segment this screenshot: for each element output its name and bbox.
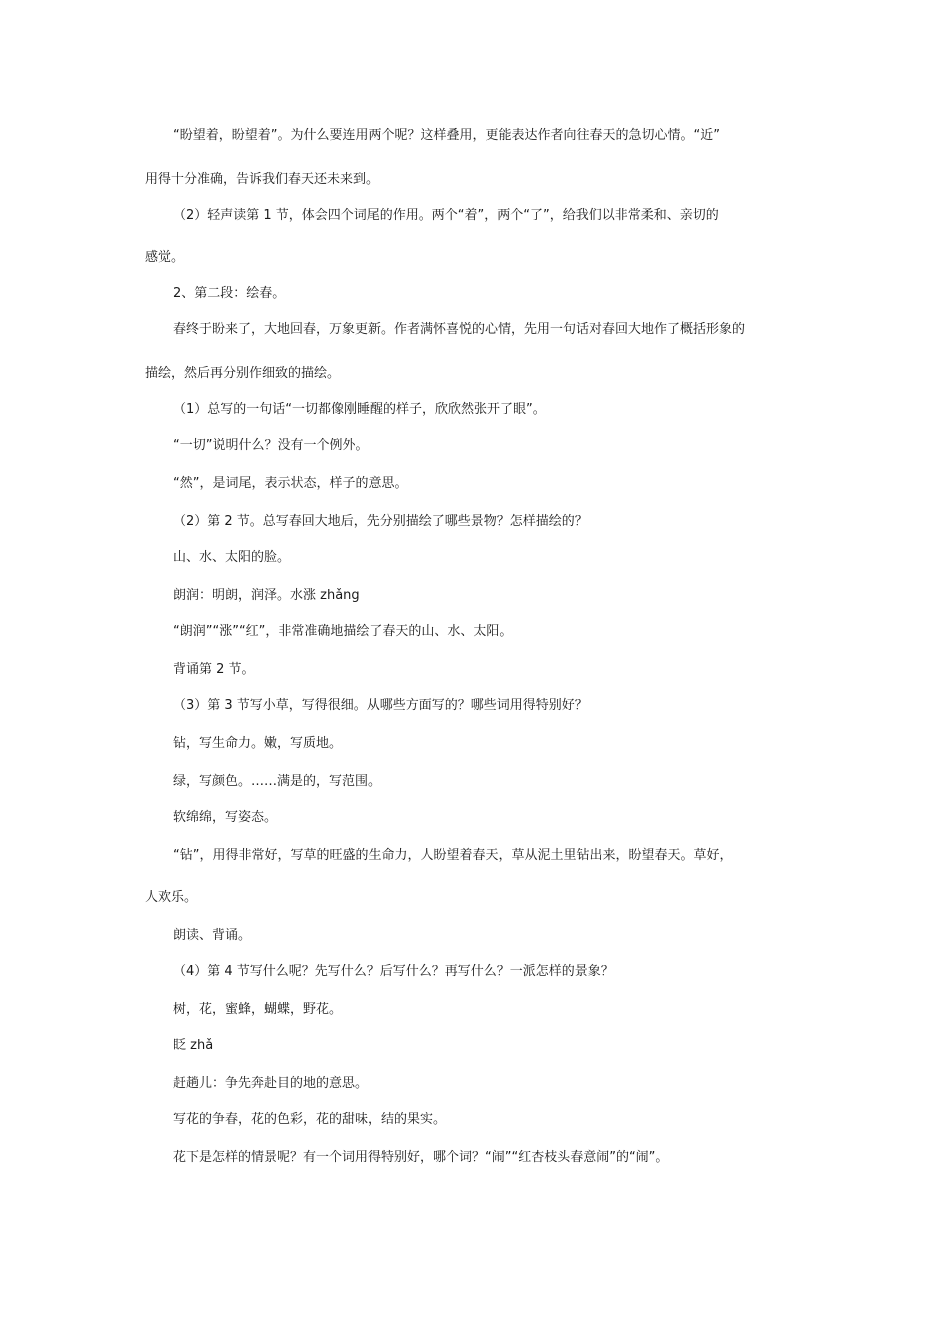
text-line: “钻”，用得非常好，写草的旺盛的生命力，人盼望着春天，草从泥土里钻出来，盼望春天。草好， <box>173 848 733 863</box>
text-line: 感觉。 <box>145 250 185 265</box>
text-line: （3）第 3 节写小草，写得很细。从哪些方面写的？哪些词用得特别好？ <box>173 698 588 713</box>
text-line: 用得十分准确，告诉我们春天还未来到。 <box>145 172 380 187</box>
text-line: “一切”说明什么？没有一个例外。 <box>173 438 369 453</box>
text-line: 写花的争春，花的色彩，花的甜味，结的果实。 <box>173 1112 447 1127</box>
text-line: （2）第 2 节。总写春回大地后，先分别描绘了哪些景物？怎样描绘的？ <box>173 514 588 529</box>
text-line: 花下是怎样的情景呢？有一个词用得特别好，哪个词？“闹”“红杏枝头春意闹”的“闹”。 <box>173 1150 669 1165</box>
text-line: 眨 zhǎ <box>173 1038 214 1053</box>
text-line: （2）轻声读第 1 节，体会四个词尾的作用。两个“着”，两个“了”，给我们以非常柔和、亲切的 <box>173 208 719 223</box>
text-line: 2、第二段：绘春。 <box>173 286 286 301</box>
text-line: 绿，写颜色。……满是的，写范围。 <box>173 774 382 789</box>
text-line: 树，花，蜜蜂，蝴蝶，野花。 <box>173 1002 343 1017</box>
text-line: 朗读、背诵。 <box>173 928 252 943</box>
text-line: （4）第 4 节写什么呢？先写什么？后写什么？再写什么？一派怎样的景象？ <box>173 964 614 979</box>
text-line: 朗润：明朗，润泽。水涨 zhǎng <box>173 588 360 603</box>
text-line: 软绵绵，写姿态。 <box>173 810 278 825</box>
text-line: 人欢乐。 <box>145 890 198 905</box>
text-line: 描绘，然后再分别作细致的描绘。 <box>145 366 341 381</box>
text-line: 背诵第 2 节。 <box>173 662 255 677</box>
text-line: 钻，写生命力。嫩，写质地。 <box>173 736 343 751</box>
text-line: 山、水、太阳的脸。 <box>173 550 291 565</box>
text-line: （1）总写的一句话“一切都像刚睡醒的样子，欣欣然张开了眼”。 <box>173 402 546 417</box>
text-line: “然”，是词尾，表示状态，样子的意思。 <box>173 476 408 491</box>
text-line: “盼望着，盼望着”。为什么要连用两个呢？这样叠用，更能表达作者向往春天的急切心情。“近” <box>173 128 720 143</box>
text-line: 春终于盼来了，大地回春，万象更新。作者满怀喜悦的心情，先用一句话对春回大地作了概括形象的 <box>173 322 746 337</box>
text-line: 赶趟儿：争先奔赴目的地的意思。 <box>173 1076 369 1091</box>
text-line: “朗润”“涨”“红”，非常准确地描绘了春天的山、水、太阳。 <box>173 624 513 639</box>
